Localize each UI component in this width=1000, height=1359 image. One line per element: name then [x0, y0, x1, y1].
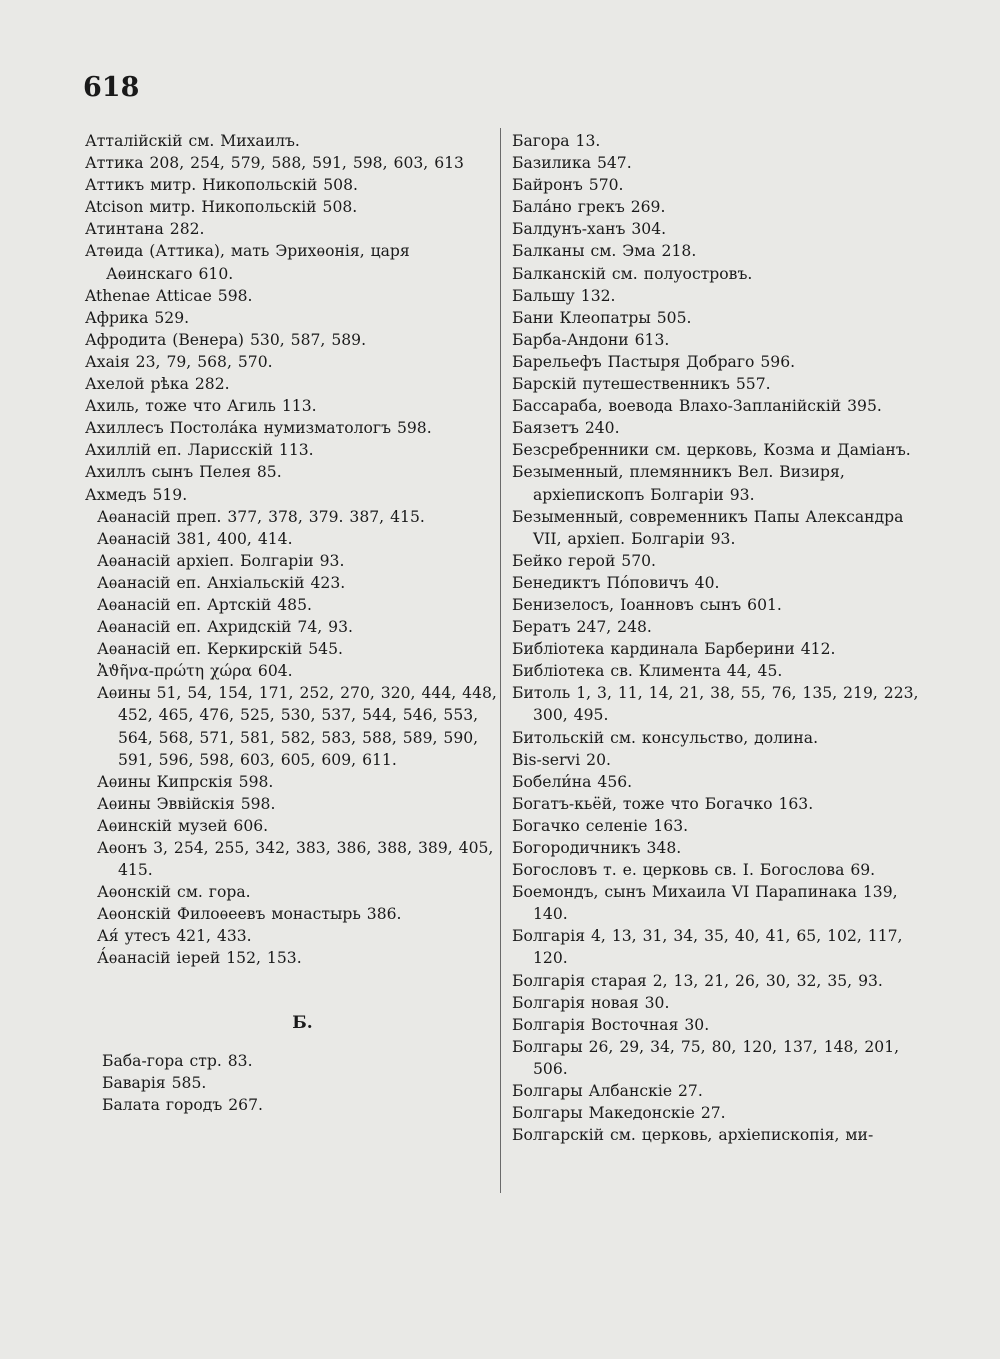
- index-entry: Ахиллій еп. Ларисскій 113.: [85, 441, 314, 460]
- index-entry: Баязетъ 240.: [512, 419, 620, 438]
- index-entry: Аѳонскій Филоѳеевъ монастырь 386.: [97, 905, 402, 924]
- index-entry: Ахиллъ сынъ Пелея 85.: [85, 463, 282, 482]
- index-entry: Балдунъ-ханъ 304.: [512, 220, 667, 239]
- index-entry: Болгары Албанскіе 27.: [512, 1082, 703, 1101]
- left-column: [85, 130, 500, 1116]
- index-entry: Балканы см. Эма 218.: [512, 242, 697, 261]
- index-entry: Безсребренники см. церковь, Козма и Даміанъ.: [512, 441, 911, 460]
- index-entry: Бенизелосъ, Іоанновъ сынъ 601.: [512, 595, 782, 614]
- index-entry: Битольскій см. консульство, долина.: [512, 728, 819, 747]
- index-entry: Библіотека св. Климента 44, 45.: [512, 662, 783, 681]
- right-entries: [512, 130, 930, 1146]
- index-entry: Багора 13.: [512, 132, 601, 150]
- index-entry: Бальшу 132.: [512, 286, 616, 305]
- index-entry: Боемондъ, сынъ Михаила VI Парапинака 139, 140.: [512, 883, 898, 924]
- index-entry: Барскій путешественникъ 557.: [512, 375, 771, 394]
- index-entry: Бани Клеопатры 505.: [512, 308, 692, 327]
- section-letter: Б.: [292, 1012, 313, 1033]
- index-entry: Аѳанасій еп. Анхіальскій 423.: [97, 573, 346, 592]
- index-entry: Bis-servi 20.: [512, 750, 611, 769]
- index-entry: Болгары Македонскіе 27.: [512, 1104, 726, 1123]
- index-entry: Аѳанасій еп. Керкирскій 545.: [97, 640, 343, 659]
- index-entry: Барба-Андони 613.: [512, 330, 670, 349]
- page-number: 618: [83, 72, 140, 103]
- index-entry: Аѳанасій архіеп. Болгаріи 93.: [97, 551, 345, 570]
- index-entry: Бенедиктъ По́повичъ 40.: [512, 573, 720, 592]
- index-entry: Богородичникъ 348.: [512, 839, 682, 857]
- index-entry: Базилика 547.: [512, 154, 632, 173]
- index-entry: Битоль 1, 3, 11, 14, 21, 38, 55, 76, 135, 219, 223, 300, 495.: [512, 684, 919, 725]
- index-entry: Балата городъ 267.: [102, 1095, 263, 1114]
- index-entry: Аѳанасій еп. Артскій 485.: [97, 595, 312, 614]
- index-entry: Бератъ 247, 248.: [512, 618, 652, 637]
- index-entry: Болгарскій см. церковь, архіепископія, ми-: [512, 1126, 874, 1145]
- section-gap: [85, 970, 500, 1012]
- left-entries-a: [85, 130, 500, 506]
- index-entry: Atcison митр. Никопольскій 508.: [85, 198, 358, 217]
- index-entry: Атталійскій см. Михаилъ.: [85, 132, 300, 150]
- index-entry: Болгарія 4, 13, 31, 34, 35, 40, 41, 65, 102, 117, 120.: [512, 927, 903, 968]
- index-entry: Болгарія старая 2, 13, 21, 26, 30, 32, 35, 93.: [512, 971, 883, 990]
- index-entry: Болгары 26, 29, 34, 75, 80, 120, 137, 148, 201, 506.: [512, 1037, 900, 1078]
- index-entry: Баварія 585.: [102, 1073, 207, 1092]
- index-entry: Ахиль, тоже что Агиль 113.: [85, 397, 317, 416]
- index-entry: Болгарія Восточная 30.: [512, 1015, 710, 1034]
- index-entry: Атѳида (Аттика), мать Эрихѳонія, царя Аѳинскаго 610.: [85, 242, 410, 283]
- index-entry: Богатъ-кьёй, тоже что Богачко 163.: [512, 794, 814, 813]
- index-entry: Ахиллесъ Постолáка нумизматологъ 598.: [85, 419, 432, 438]
- left-entries-c: [85, 1050, 500, 1116]
- index-entry: А́ѳанасій іерей 152, 153.: [97, 949, 302, 968]
- index-entry: Богословъ т. е. церковь св. І. Богослова 69.: [512, 861, 876, 880]
- left-entries-b: [85, 506, 500, 970]
- index-entry: Бейко герой 570.: [512, 551, 657, 570]
- index-entry: Аттикъ митр. Никопольскій 508.: [85, 176, 358, 195]
- index-entry: Богачко селеніе 163.: [512, 816, 689, 835]
- index-entry: Ая́ утесъ 421, 433.: [97, 927, 252, 946]
- index-entry: Барельефъ Пастыря Добраго 596.: [512, 352, 796, 371]
- index-entry: Аѳонъ 3, 254, 255, 342, 383, 386, 388, 389, 405, 415.: [97, 839, 494, 880]
- index-entry: Бала́но грекъ 269.: [512, 198, 666, 217]
- right-column: [512, 130, 930, 1146]
- index-entry: Балканскій см. полуостровъ.: [512, 264, 753, 283]
- index-entry: Ἀϑῆνα-πρώτη χώρα 604.: [97, 662, 293, 681]
- index-entry: Атинтана 282.: [85, 220, 205, 239]
- index-entry: Ахаія 23, 79, 568, 570.: [85, 352, 273, 371]
- index-entry: Библіотека кардинала Барберини 412.: [512, 640, 836, 659]
- index-entry: Ахелой рѣка 282.: [85, 375, 230, 394]
- index-entry: Аѳины 51, 54, 154, 171, 252, 270, 320, 444, 448, 452, 465, 476, 525, 530, 537, 544, 546, 553, 564, 568, 571, 581, 582, 583, 588, 589, 590, 591, 596, 598, 603, 605, 609, 611.: [97, 684, 497, 769]
- index-entry: Аттика 208, 254, 579, 588, 591, 598, 603, 613: [85, 154, 464, 173]
- index-entry: Athenae Atticae 598.: [85, 286, 253, 305]
- column-divider: [500, 128, 501, 1193]
- index-entry: Аѳинскій музей 606.: [97, 816, 269, 835]
- index-entry: Байронъ 570.: [512, 176, 624, 195]
- index-entry: Безыменный, современникъ Папы Александра VII, архіеп. Болгаріи 93.: [512, 507, 904, 548]
- index-entry: Безыменный, племянникъ Вел. Визиря, архіепископъ Болгаріи 93.: [512, 463, 845, 504]
- index-entry: Болгарія новая 30.: [512, 993, 670, 1012]
- index-entry: Аѳонскій см. гора.: [97, 883, 251, 902]
- index-entry: Бассараба, воевода Влахо-Запланійскій 395.: [512, 397, 882, 416]
- index-entry: Аѳанасій преп. 377, 378, 379. 387, 415.: [97, 507, 425, 526]
- index-entry: Аѳины Кипрскія 598.: [97, 772, 274, 791]
- index-entry: Бобели́на 456.: [512, 772, 633, 791]
- index-entry: Аѳины Эввійскія 598.: [97, 794, 276, 813]
- index-entry: Африка 529.: [85, 308, 190, 327]
- index-entry: Баба-гора стр. 83.: [102, 1051, 253, 1070]
- index-entry: Ахмедъ 519.: [85, 485, 188, 504]
- index-entry: Аѳанасій еп. Ахридскій 74, 93.: [97, 618, 353, 637]
- index-entry: Афродита (Венера) 530, 587, 589.: [85, 330, 367, 349]
- index-entry: Аѳанасій 381, 400, 414.: [97, 529, 293, 548]
